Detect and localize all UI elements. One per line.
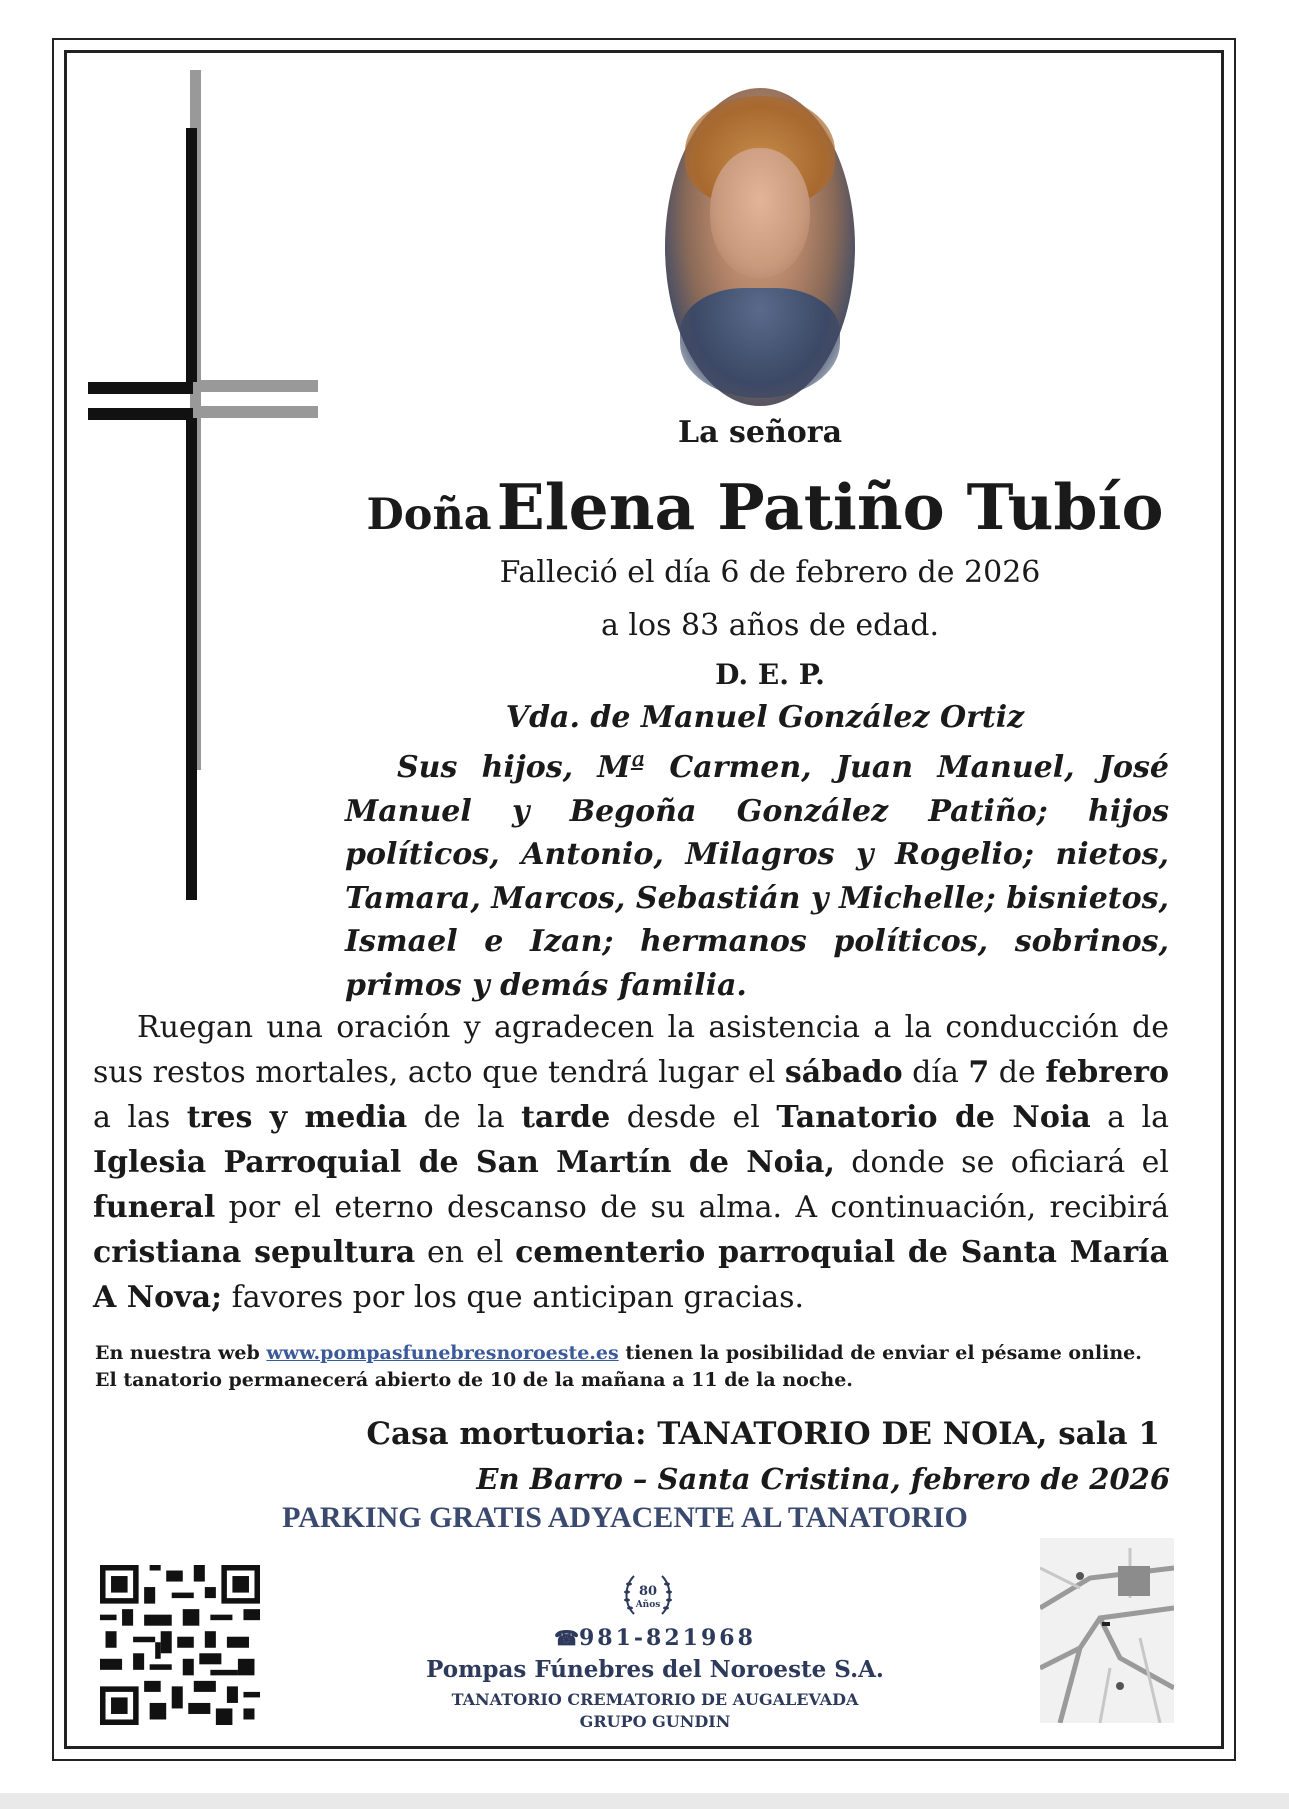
hours-notice: El tanatorio permanecerá abierto de 10 de la mañana a 11 de la noche. [95, 1369, 853, 1391]
widow-line: Vda. de Manuel González Ortiz [505, 700, 1025, 735]
bottom-strip [0, 1793, 1289, 1809]
anniversary-badge [620, 1568, 676, 1624]
dep-line: D. E. P. [715, 658, 825, 691]
deceased-name: Elena Patiño Tubío [496, 470, 1164, 544]
deceased-name-line [330, 470, 1200, 544]
phone-line[interactable] [540, 1625, 770, 1651]
web-notice: En nuestra web www.pompasfunebresnoroeste.es tienen la posibilidad de enviar el pésame online. [95, 1342, 1142, 1364]
cross-icon [88, 70, 318, 970]
website-link[interactable]: www.pompasfunebresnoroeste.es [266, 1342, 619, 1364]
company-name: Pompas Fúnebres del Noroeste S.A. [426, 1656, 884, 1683]
badge-word: Años [635, 1600, 661, 1610]
title-prefix: Doña [366, 490, 492, 540]
honorific: La señora [677, 415, 843, 450]
parking-notice: PARKING GRATIS ADYACENTE AL TANATORIO [282, 1501, 968, 1534]
map-thumbnail[interactable] [1040, 1538, 1174, 1723]
grupo-line: GRUPO GUNDIN [579, 1712, 731, 1731]
qr-code[interactable] [100, 1565, 260, 1725]
ceremony-paragraph: Ruegan una oración y agradecen la asistencia a la conducción de sus restos mortales, acto que tendrá lugar el sábado día 7 de febrero a las tres y media de la tarde desde el Tanatorio de Noia a la Iglesia Parroquial de San Martín de Noia, donde se oficiará el funeral por el eterno descanso de su alma. A continuación, recibirá cristiana sepultura en el cementerio parroquial de Santa María A Nova; favores por los que anticipan gracias. [93, 1010, 1169, 1315]
casa-mortuoria: Casa mortuoria: TANATORIO DE NOIA, sala 1 [366, 1416, 1160, 1452]
crematorio-line: TANATORIO CREMATORIO DE AUGALEVADA [451, 1690, 859, 1709]
badge-number: 80 [638, 1584, 658, 1599]
age-line: a los 83 años de edad. [601, 608, 939, 643]
death-date: Falleció el día 6 de febrero de 2026 [499, 555, 1041, 590]
phone-number: 981-821968 [579, 1625, 756, 1651]
place-date: En Barro – Santa Cristina, febrero de 2026 [476, 1462, 1170, 1496]
phone-icon: ☎ [554, 1626, 579, 1650]
deceased-portrait [665, 88, 855, 406]
family-paragraph: Sus hijos, Mª Carmen, Juan Manuel, José Manuel y Begoña González Patiño; hijos políticos, Antonio, Milagros y Rogelio; nietos, Tamara, Marcos, Sebastián y Michelle; bisnietos, Ismael e Izan; hermanos políticos, sobrinos, primos y demás familia. [345, 750, 1169, 1003]
